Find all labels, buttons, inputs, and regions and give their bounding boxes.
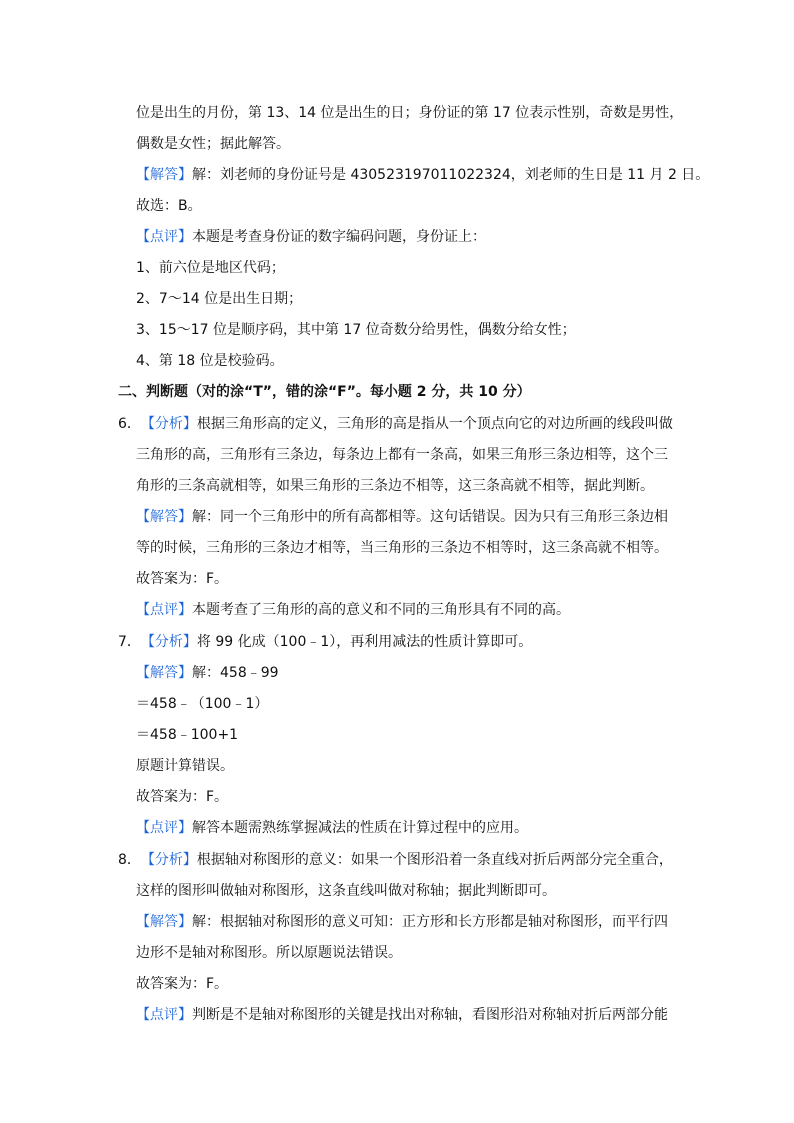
comment-tag: 【点评】 (136, 820, 192, 836)
comment-tag: 【点评】 (136, 229, 192, 245)
answer-tag: 【解答】 (136, 167, 192, 183)
comment-line: 【点评】本题是考查身份证的数字编码问题，身份证上： (136, 229, 486, 245)
question-8-analysis: 8．【分析】根据轴对称图形的意义：如果一个图形沿着一条直线对折后两部分完全重合， (118, 852, 673, 868)
text-line: 4、第 18 位是校验码。 (136, 353, 284, 369)
section-heading: 二、判断题（对的涂“T”，错的涂“F”。每小题 2 分，共 10 分） (118, 384, 531, 400)
analysis-tag: 【分析】 (140, 852, 197, 868)
answer-tag: 【解答】 (136, 665, 192, 681)
analysis-tag: 【分析】 (140, 416, 197, 432)
answer-line: 【解答】解：458﹣99 (136, 665, 279, 681)
text-line: 原题计算错误。 (136, 758, 234, 774)
text-line: ＝458﹣100+1 (136, 727, 239, 743)
analysis-tag: 【分析】 (140, 634, 197, 650)
text-line: 这样的图形叫做轴对称图形，这条直线叫做对称轴；据此判断即可。 (136, 883, 556, 899)
question-6-analysis: 6．【分析】根据三角形高的定义，三角形的高是指从一个顶点向它的对边所画的线段叫做 (118, 416, 673, 432)
text-line: 故答案为：F。 (136, 789, 229, 805)
text-line: 等的时候，三角形的三条边才相等，当三角形的三条边不相等时，这三条高就不相等。 (136, 540, 668, 556)
text-line: 角形的三条高就相等，如果三角形的三条边不相等，这三条高就不相等，据此判断。 (136, 478, 654, 494)
question-number: 7． (118, 634, 141, 650)
text-line: 位是出生的月份，第 13、14 位是出生的日；身份证的第 17 位表示性别，奇数是男性， (136, 105, 684, 121)
answer-tag: 【解答】 (136, 914, 192, 930)
comment-line: 【点评】解答本题需熟练掌握减法的性质在计算过程中的应用。 (136, 820, 528, 836)
text-line: 边形不是轴对称图形。所以原题说法错误。 (136, 945, 402, 961)
question-7-analysis: 7．【分析】将 99 化成（100﹣1），再利用减法的性质计算即可。 (118, 634, 533, 650)
text-line: 三角形的高，三角形有三条边，每条边上都有一条高，如果三角形三条边相等，这个三 (136, 447, 668, 463)
comment-line: 【点评】本题考查了三角形的高的意义和不同的三角形具有不同的高。 (136, 602, 570, 618)
answer-line: 【解答】解：根据轴对称图形的意义可知：正方形和长方形都是轴对称图形，而平行四 (136, 914, 668, 930)
text-line: 故答案为：F。 (136, 976, 229, 992)
question-number: 8． (118, 852, 141, 868)
comment-tag: 【点评】 (136, 1007, 192, 1023)
text-line: 2、7～14 位是出生日期； (136, 291, 303, 307)
text-line: 故选：B。 (136, 198, 202, 214)
answer-line: 【解答】解：刘老师的身份证号是 430523197011022324，刘老师的生日是 11 月 2 日。 (136, 167, 710, 183)
comment-line: 【点评】判断是不是轴对称图形的关键是找出对称轴，看图形沿对称轴对折后两部分能 (136, 1007, 668, 1023)
question-number: 6． (118, 416, 141, 432)
comment-tag: 【点评】 (136, 602, 192, 618)
text-line: ＝458﹣（100﹣1） (136, 696, 269, 712)
text-line: 3、15～17 位是顺序码，其中第 17 位奇数分给男性，偶数分给女性； (136, 322, 576, 338)
text-line: 故答案为：F。 (136, 571, 229, 587)
answer-tag: 【解答】 (136, 509, 192, 525)
text-line: 1、前六位是地区代码； (136, 260, 285, 276)
text-line: 偶数是女性；据此解答。 (136, 136, 290, 152)
answer-line: 【解答】解：同一个三角形中的所有高都相等。这句话错误。因为只有三角形三条边相 (136, 509, 668, 525)
